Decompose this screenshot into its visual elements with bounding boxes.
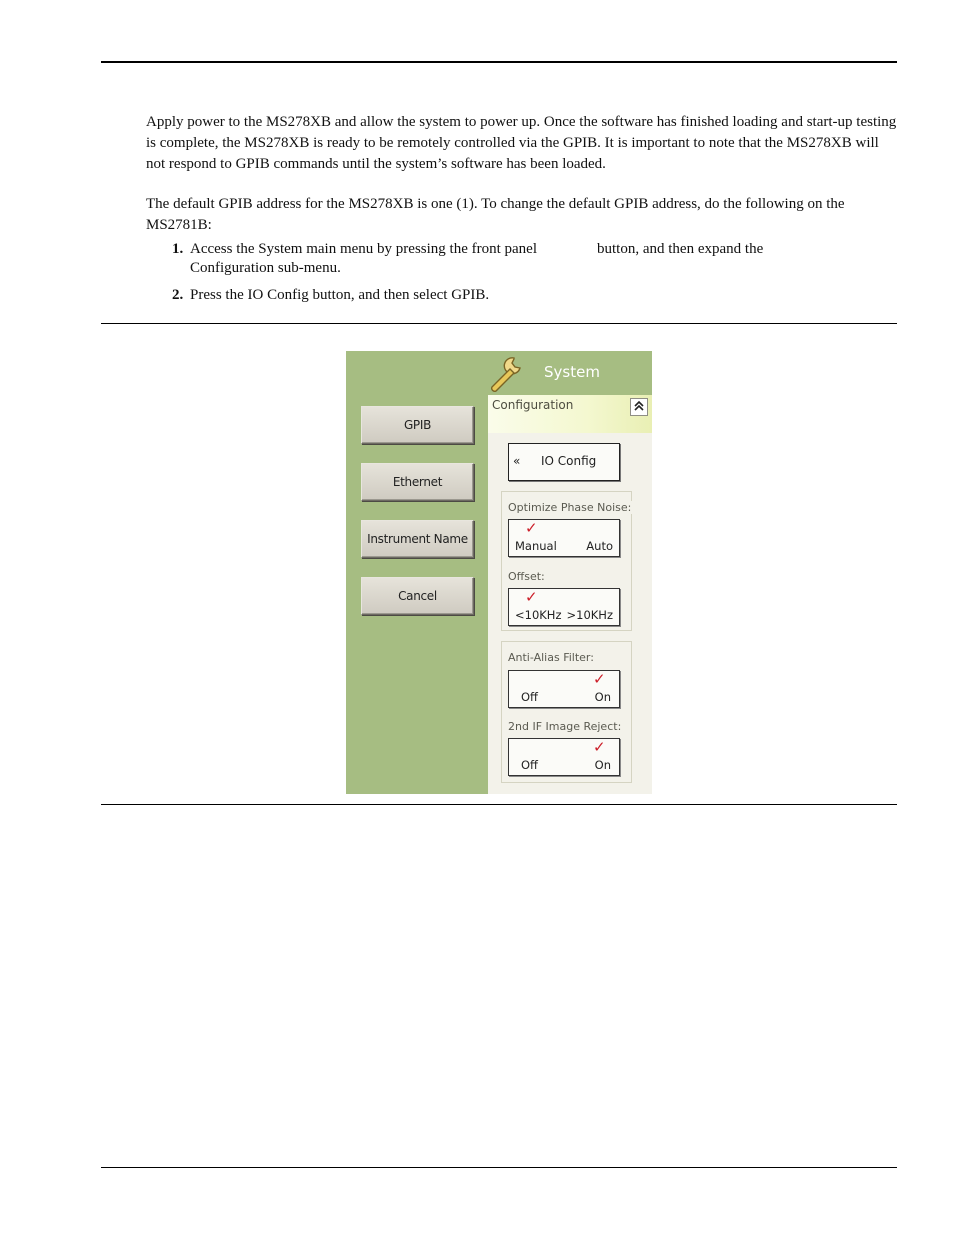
step-text: Press the IO Config button, and then select GPIB.: [190, 287, 490, 303]
wrench-icon: [484, 354, 524, 394]
footer-rule: [101, 1167, 897, 1168]
ethernet-button[interactable]: Ethernet: [361, 463, 474, 501]
option-on: On: [594, 758, 611, 772]
configuration-label: Configuration: [492, 398, 574, 412]
io-config-button[interactable]: [508, 443, 620, 481]
check-mark-icon: ✓: [593, 738, 606, 756]
image-reject-toggle[interactable]: [508, 738, 620, 776]
figure-bottom-rule: [101, 804, 897, 805]
menu-title: System: [544, 363, 600, 381]
step-text: Access the System main menu by pressing the front panel: [190, 241, 538, 257]
check-mark-icon: ✓: [525, 588, 538, 606]
io-config-label: IO Config: [541, 454, 597, 468]
back-chevron-icon: «: [513, 454, 521, 468]
offset-label: Offset:: [508, 570, 545, 583]
system-menu-screenshot: [346, 351, 652, 794]
header-rule: [101, 61, 897, 63]
anti-alias-filter-label: Anti-Alias Filter:: [508, 651, 594, 664]
optimize-phase-noise-toggle[interactable]: [508, 519, 620, 557]
option-auto: Auto: [586, 539, 613, 553]
gpib-button[interactable]: GPIB: [361, 406, 474, 444]
step-number: 2.: [172, 287, 184, 303]
option-above-10khz: >10KHz: [566, 608, 613, 622]
figure-top-rule: [101, 323, 897, 324]
instrument-name-button[interactable]: Instrument Name: [361, 520, 474, 558]
double-chevron-up-icon[interactable]: [630, 398, 648, 416]
phase-noise-group: [501, 491, 632, 631]
filter-group: [501, 641, 632, 783]
address-paragraph: The default GPIB address for the MS278XB is one (1). To change the default GPIB address, do the following on the MS2781B:: [146, 196, 845, 233]
check-mark-icon: ✓: [593, 670, 606, 688]
image-reject-label: 2nd IF Image Reject:: [508, 720, 622, 733]
option-manual: Manual: [515, 539, 557, 553]
configuration-header[interactable]: [488, 395, 652, 433]
option-off: Off: [521, 758, 538, 772]
option-below-10khz: <10KHz: [515, 608, 562, 622]
step-text-line2: Configuration sub-menu.: [190, 260, 341, 276]
option-off: Off: [521, 690, 538, 704]
step-number: 1.: [172, 241, 184, 257]
optimize-phase-noise-label: Optimize Phase Noise:: [508, 501, 632, 514]
anti-alias-filter-toggle[interactable]: [508, 670, 620, 708]
configuration-menu: [488, 395, 652, 794]
offset-toggle[interactable]: [508, 588, 620, 626]
option-on: On: [594, 690, 611, 704]
check-mark-icon: ✓: [525, 519, 538, 537]
intro-paragraph: Apply power to the MS278XB and allow the system to power up. Once the software has finished loading and start-up testing is complete, the MS278XB is ready to be remotely controlled via the GPIB. It is important to note that the MS278XB will not respond to GPIB commands until the system’s software has been loaded.: [146, 114, 897, 172]
cancel-button[interactable]: Cancel: [361, 577, 474, 615]
step-text-continued: button, and then expand the: [597, 241, 764, 257]
